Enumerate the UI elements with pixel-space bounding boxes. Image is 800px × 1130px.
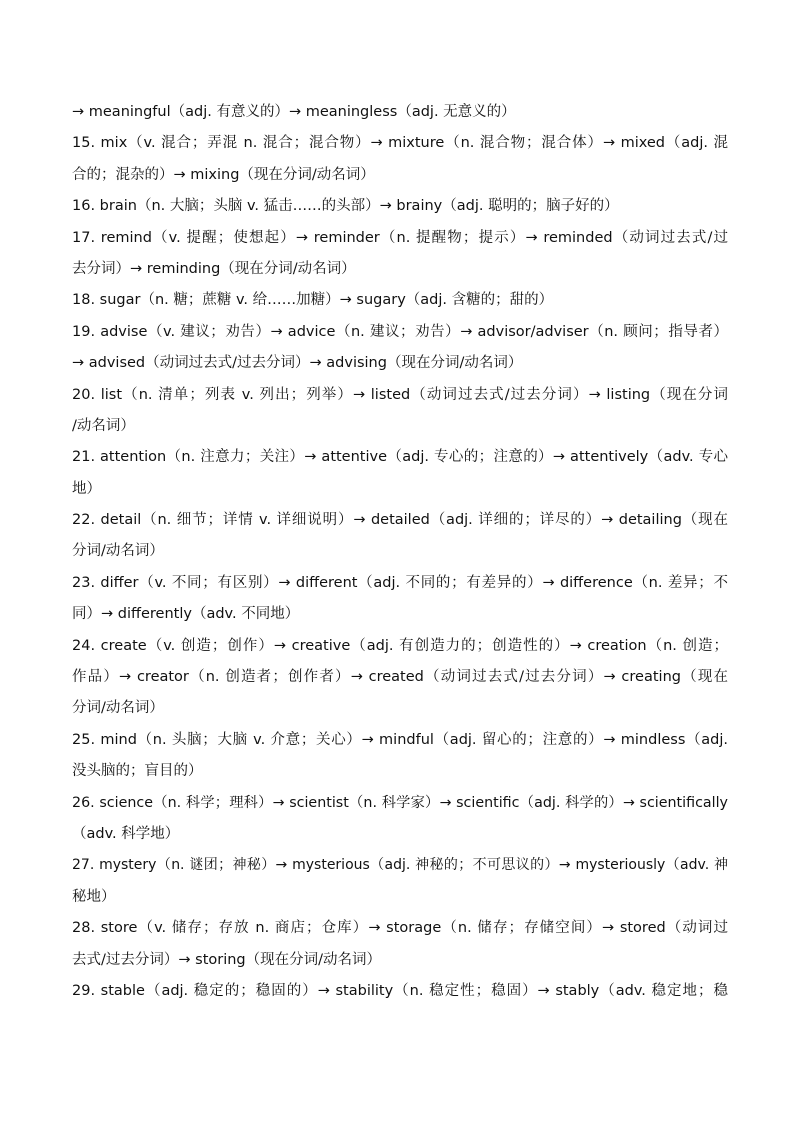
text-line: 去式/过去分词）→ storing（现在分词/动名词） xyxy=(72,951,382,968)
text-line: 22. detail（n. 细节；详情 v. 详细说明）→ detailed（adj. 详细的；详尽的）→ detailing（现在 xyxy=(72,512,728,529)
text-line: 分词/动名词） xyxy=(72,543,164,560)
text-line: 合的；混杂的）→ mixing（现在分词/动名词） xyxy=(72,166,375,183)
text-line: 同）→ differently（adv. 不同地） xyxy=(72,606,300,623)
text-line: 分词/动名词） xyxy=(72,700,164,717)
text-line: 没头脑的；盲目的） xyxy=(72,763,203,780)
text-line: 19. advise（v. 建议；劝告）→ advice（n. 建议；劝告）→ advisor/adviser（n. 顾问；指导者） xyxy=(72,323,728,340)
document-page xyxy=(72,97,728,1007)
text-line: 27. mystery（n. 谜团；神秘）→ mysterious（adj. 神秘的；不可思议的）→ mysteriously（adv. 神 xyxy=(72,857,728,874)
text-line: 16. brain（n. 大脑；头脑 v. 猛击……的头部）→ brainy（adj. 聪明的；脑子好的） xyxy=(72,198,619,215)
text-line: 24. create（v. 创造；创作）→ creative（adj. 有创造力的；创造性的）→ creation（n. 创造； xyxy=(72,637,728,654)
text-line: 去分词）→ reminding（现在分词/动名词） xyxy=(72,260,356,277)
text-line: → meaningful（adj. 有意义的）→ meaningless（adj. 无意义的） xyxy=(72,104,516,120)
text-line: 25. mind（n. 头脑；大脑 v. 介意；关心）→ mindful（adj. 留心的；注意的）→ mindless（adj. xyxy=(72,731,728,748)
text-line: → advised（动词过去式/过去分词）→ advising（现在分词/动名词） xyxy=(72,355,523,372)
text-line: 21. attention（n. 注意力；关注）→ attentive（adj. 专心的；注意的）→ attentively（adv. 专心 xyxy=(72,449,728,466)
text-line: 23. differ（v. 不同；有区别）→ different（adj. 不同的；有差异的）→ difference（n. 差异；不 xyxy=(72,574,728,591)
text-line: 17. remind（v. 提醒；使想起）→ reminder（n. 提醒物；提示）→ reminded（动词过去式/过 xyxy=(72,229,728,246)
text-line: /动名词） xyxy=(72,417,135,434)
text-line: 26. science（n. 科学；理科）→ scientist（n. 科学家）→ scientific（adj. 科学的）→ scientifically xyxy=(72,794,728,811)
text-line: 29. stable（adj. 稳定的；稳固的）→ stability（n. 稳定性；稳固）→ stably（adv. 稳定地；稳 xyxy=(72,982,728,999)
text-line: 18. sugar（n. 糖；蔗糖 v. 给……加糖）→ sugary（adj. 含糖的；甜的） xyxy=(72,292,554,309)
text-line: （adv. 科学地） xyxy=(72,825,180,842)
text-line: 作品）→ creator（n. 创造者；创作者）→ created（动词过去式/过去分词）→ creating（现在 xyxy=(72,669,728,686)
text-line: 地） xyxy=(72,480,101,497)
text-line: 15. mix（v. 混合；弄混 n. 混合；混合物）→ mixture（n. 混合物；混合体）→ mixed（adj. 混 xyxy=(72,135,728,152)
text-line: 秘地） xyxy=(72,888,116,905)
text-line: 28. store（v. 储存；存放 n. 商店；仓库）→ storage（n. 储存；存储空间）→ stored（动词过 xyxy=(72,920,728,937)
text-line: 20. list（n. 清单；列表 v. 列出；列举）→ listed（动词过去式/过去分词）→ listing（现在分词 xyxy=(72,386,728,403)
